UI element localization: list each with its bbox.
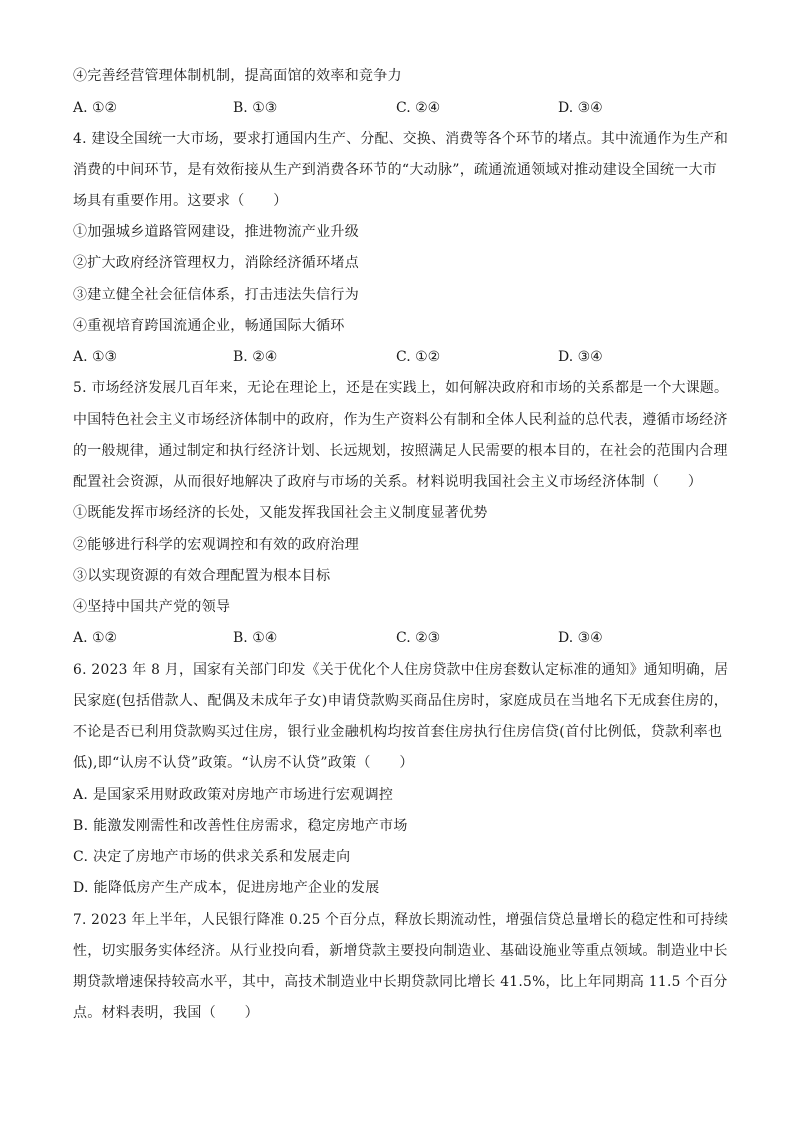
q5-stem-line-2: 中国特色社会主义市场经济体制中的政府，作为生产资料公有制和全体人民利益的总代表，遵循市场经济 xyxy=(73,412,728,428)
q5-item-4: ④坚持中国共产党的领导 xyxy=(73,599,231,615)
q3-option-c: C. ②④ xyxy=(396,100,441,116)
q4-item-2: ②扩大政府经济管理权力，消除经济循环堵点 xyxy=(73,255,359,271)
q4-stem-line-1: 4. 建设全国统一大市场，要求打通国内生产、分配、交换、消费等各个环节的堵点。其中流通作为生产和 xyxy=(73,131,729,147)
q5-option-a: A. ①② xyxy=(73,630,118,646)
q3-item-4: ④完善经营管理体制机制，提高面馆的效率和竞争力 xyxy=(73,68,402,84)
q5-item-2: ②能够进行科学的宏观调控和有效的政府治理 xyxy=(73,537,359,553)
q5-option-d: D. ③④ xyxy=(558,630,603,646)
q4-stem-line-2: 消费的中间环节，是有效衔接从生产到消费各环节的“大动脉”，疏通流通领域对推动建设全国统一大市 xyxy=(73,162,718,178)
q5-stem-line-3: 的一般规律，通过制定和执行经济计划、长远规划，按照满足人民需要的根本目的，在社会的范围内合理 xyxy=(73,443,728,459)
q4-option-a: A. ①③ xyxy=(73,349,118,365)
q3-option-d: D. ③④ xyxy=(558,100,603,116)
q5-option-c: C. ②③ xyxy=(396,630,441,646)
q5-item-3: ③以实现资源的有效合理配置为根本目标 xyxy=(73,568,331,584)
q6-stem-line-2: 民家庭(包括借款人、配偶及未成年子女)申请贷款购买商品住房时，家庭成员在当地名下无成套住房的， xyxy=(73,693,729,709)
q6-choice-d: D. 能降低房产生产成本，促进房地产企业的发展 xyxy=(73,880,380,896)
q5-item-1: ①既能发挥市场经济的长处，又能发挥我国社会主义制度显著优势 xyxy=(73,505,488,521)
q6-stem-line-1: 6. 2023 年 8 月，国家有关部门印发《关于优化个人住房贷款中住房套数认定标准的通知》通知明确，居 xyxy=(73,662,729,678)
q6-choice-c: C. 决定了房地产市场的供求关系和发展走向 xyxy=(73,849,351,865)
q5-option-b: B. ①④ xyxy=(233,630,278,646)
q7-stem-line-4: 点。材料表明，我国（ ） xyxy=(73,1005,259,1021)
q7-stem-line-2: 性，切实服务实体经济。从行业投向看，新增贷款主要投向制造业、基础设施业等重点领域。制造业中长 xyxy=(73,943,728,959)
q6-stem-line-3: 不论是否已利用贷款购买过住房，银行业金融机构均按首套住房执行住房信贷(首付比例低，贷款利率也 xyxy=(73,724,723,740)
q4-item-3: ③建立健全社会征信体系，打击违法失信行为 xyxy=(73,287,359,303)
q4-option-b: B. ②④ xyxy=(233,349,278,365)
q7-stem-line-1: 7. 2023 年上半年，人民银行降准 0.25 个百分点，释放长期流动性，增强信贷总量增长的稳定性和可持续 xyxy=(73,912,729,928)
q3-option-b: B. ①③ xyxy=(233,100,278,116)
q4-item-4: ④重视培育跨国流通企业，畅通国际大循环 xyxy=(73,318,345,334)
q4-option-d: D. ③④ xyxy=(558,349,603,365)
q5-stem-line-1: 5. 市场经济发展几百年来，无论在理论上，还是在实践上，如何解决政府和市场的关系都是一个大课题。 xyxy=(73,380,729,396)
q3-option-a: A. ①② xyxy=(73,100,118,116)
q4-stem-line-3: 场具有重要作用。这要求（ ） xyxy=(73,193,288,209)
q4-option-c: C. ①② xyxy=(396,349,441,365)
q6-stem-line-4: 低),即“认房不认贷”政策。“认房不认贷”政策（ ） xyxy=(73,755,414,771)
q7-stem-line-3: 期贷款增速保持较高水平，其中，高技术制造业中长期贷款同比增长 41.5%，比上年同期高 11.5 个百分 xyxy=(73,974,728,990)
q4-item-1: ①加强城乡道路管网建设，推进物流产业升级 xyxy=(73,224,359,240)
q6-choice-b: B. 能激发刚需性和改善性住房需求，稳定房地产市场 xyxy=(73,818,408,834)
q6-choice-a: A. 是国家采用财政政策对房地产市场进行宏观调控 xyxy=(73,787,394,803)
q5-stem-line-4: 配置社会资源，从而很好地解决了政府与市场的关系。材料说明我国社会主义市场经济体制（ ） xyxy=(73,474,703,490)
